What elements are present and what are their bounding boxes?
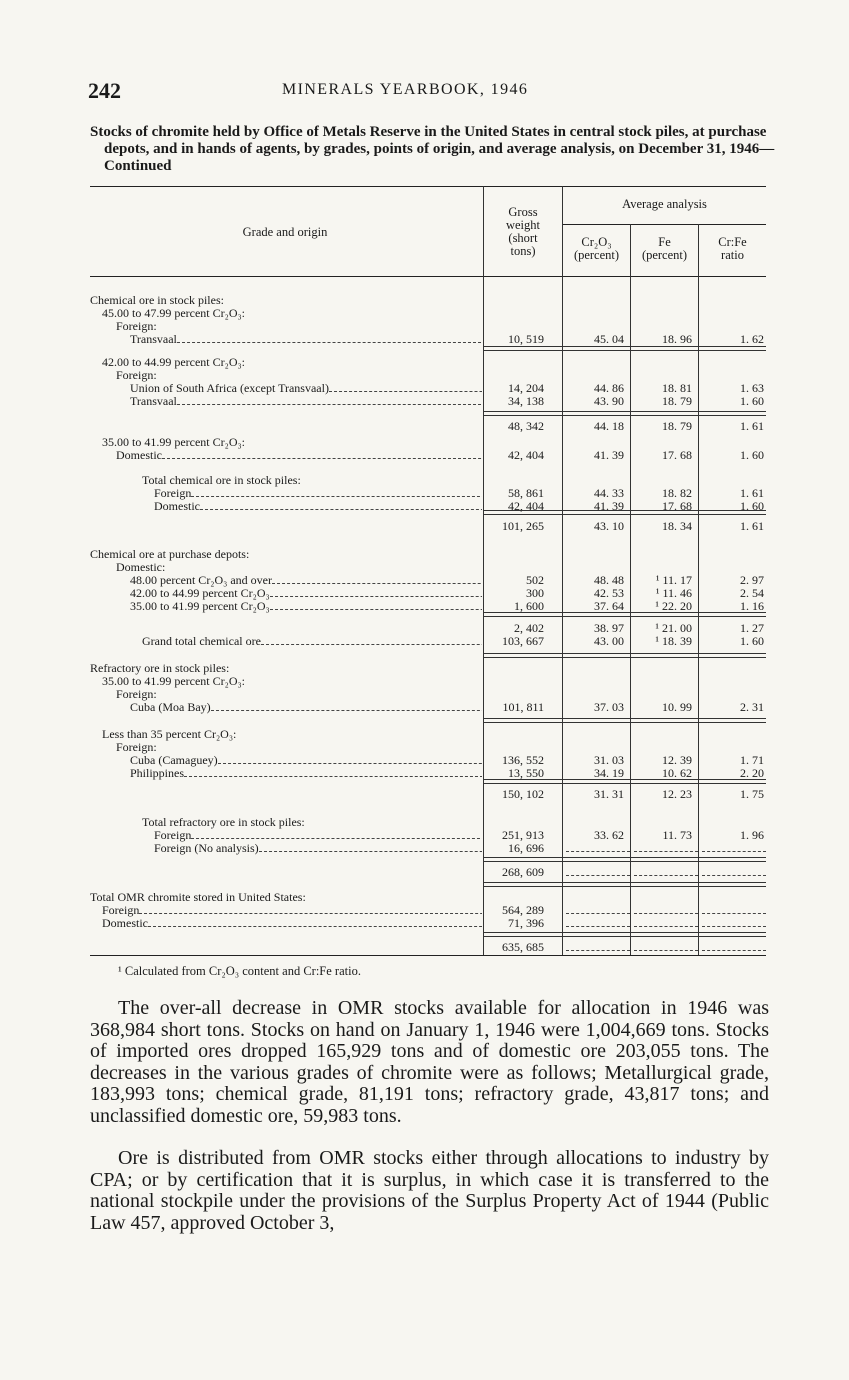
row-label-cell [90, 754, 482, 767]
row-label-cell [90, 500, 482, 513]
row-label: Foreign [154, 487, 192, 500]
ratio-value: 1. 60 [740, 394, 764, 408]
ratio-value: 2. 54 [740, 586, 764, 600]
fe-value: 17. 68 [662, 499, 692, 513]
gross-value: 300 [526, 586, 544, 600]
row-label: Foreign: [116, 369, 157, 382]
row-label-cell [90, 600, 482, 613]
table-row [90, 395, 766, 408]
row-label-cell [90, 294, 482, 307]
header-cr2o3 [563, 236, 630, 262]
row-label: Foreign [154, 829, 192, 842]
ratio-value: 1. 96 [740, 828, 764, 842]
empty-cell [702, 950, 766, 951]
ratio-value: 2. 97 [740, 573, 764, 587]
header-fe-line: Fe [658, 235, 671, 249]
table-row [90, 307, 766, 320]
fe-value: ¹ 11. 17 [655, 573, 692, 587]
cr-value: 44. 18 [594, 419, 624, 433]
table-row [90, 675, 766, 688]
table-row [90, 941, 766, 954]
header-gross-weight [484, 206, 562, 258]
table-top-rule [90, 186, 766, 187]
row-label-cell [90, 395, 482, 408]
cr-value: 41. 39 [594, 448, 624, 462]
row-label: 35.00 to 41.99 percent Cr₂O₃ [130, 600, 270, 613]
gross-value: 136, 552 [502, 753, 544, 767]
subtotal-rule [484, 653, 766, 658]
table-row [90, 891, 766, 904]
gross-value: 2, 402 [514, 621, 544, 635]
row-label-cell [90, 767, 482, 780]
gross-value: 48, 342 [508, 419, 544, 433]
fe-value: ¹ 22. 20 [655, 599, 692, 613]
cr-value: 43. 90 [594, 394, 624, 408]
row-label: 42.00 to 44.99 percent Cr₂O₃: [102, 356, 246, 369]
cr-value: 33. 62 [594, 828, 624, 842]
subtotal-rule [484, 510, 766, 515]
cr-value: 37. 64 [594, 599, 624, 613]
row-label: Chemical ore in stock piles: [90, 294, 224, 307]
row-label-cell [90, 382, 482, 395]
gross-value: 268, 609 [502, 865, 544, 879]
row-label: Transvaal [130, 395, 177, 408]
row-label: 45.00 to 47.99 percent Cr₂O₃: [102, 307, 246, 320]
empty-cell [634, 851, 698, 852]
ratio-value: 1. 61 [740, 419, 764, 433]
row-label-cell [90, 587, 482, 600]
row-label: Domestic [154, 500, 200, 513]
gross-value: 101, 811 [502, 700, 544, 714]
ratio-value: 1. 60 [740, 499, 764, 513]
header-fe [631, 236, 698, 262]
ratio-value: 1. 27 [740, 621, 764, 635]
cr-value: 37. 03 [594, 700, 624, 714]
empty-cell [566, 913, 630, 914]
ratio-value: 1. 60 [740, 634, 764, 648]
table-bottom-rule [90, 955, 766, 956]
table-row [90, 635, 766, 648]
empty-cell [634, 926, 698, 927]
ratio-value: 1. 60 [740, 448, 764, 462]
row-label-cell [90, 741, 482, 754]
table-row [90, 333, 766, 346]
fe-value: 18. 34 [662, 519, 692, 533]
empty-cell [566, 950, 630, 951]
fe-value: ¹ 18. 39 [655, 634, 692, 648]
fe-value: 10. 99 [662, 700, 692, 714]
row-label: Foreign (No analysis) [154, 842, 259, 855]
row-label: 48.00 percent Cr₂O₃ and over [130, 574, 272, 587]
header-grade-origin: Grade and origin [242, 225, 328, 239]
table-row [90, 842, 766, 855]
cr-value: 44. 33 [594, 486, 624, 500]
fe-value: ¹ 11. 46 [655, 586, 692, 600]
gross-value: 1, 600 [514, 599, 544, 613]
row-label: 35.00 to 41.99 percent Cr₂O₃: [102, 436, 246, 449]
gross-value: 502 [526, 573, 544, 587]
average-analysis-rule [562, 224, 766, 225]
gross-value: 58, 861 [508, 486, 544, 500]
header-ratio-line: Cr:Fe [718, 235, 747, 249]
header-bottom-rule [90, 276, 766, 277]
header-gross-line: (short [508, 231, 538, 245]
row-label: 42.00 to 44.99 percent Cr₂O₃ [130, 587, 270, 600]
fe-value: 17. 68 [662, 448, 692, 462]
row-label: Cuba (Camaguey) [130, 754, 218, 767]
cr-value: 42. 53 [594, 586, 624, 600]
gross-value: 34, 138 [508, 394, 544, 408]
table-row [90, 917, 766, 930]
body-paragraph: The over-all decrease in OMR stocks available for allocation in 1946 was 368,984 short tons. Stocks on hand on January 1, 1946 were 1,004,669 tons. Stocks of imported ores dropped 165,929 tons and of domestic ore 203,055 tons. The decreases in the various grades of chromite were as follows; Metallurgical grade, 183,993 tons; chemical grade, 81,191 tons; refractory grade, 43,817 tons; and unclassified domestic ore, 59,983 tons. [90, 997, 769, 1127]
row-label-cell [90, 635, 482, 648]
table-row [90, 788, 766, 801]
ratio-value: 1. 61 [740, 486, 764, 500]
gross-value: 101, 265 [502, 519, 544, 533]
row-label-cell [90, 333, 482, 346]
header-average-analysis: Average analysis [622, 197, 707, 211]
cr-value: 31. 31 [594, 787, 624, 801]
row-label-cell [90, 904, 482, 917]
row-label-cell [90, 307, 482, 320]
page-number: 242 [88, 78, 121, 103]
running-head: MINERALS YEARBOOK, 1946 [282, 81, 529, 98]
empty-cell [702, 926, 766, 927]
row-label-cell [90, 816, 482, 829]
fe-value: 12. 39 [662, 753, 692, 767]
row-label: Refractory ore in stock piles: [90, 662, 230, 675]
gross-value: 10, 519 [508, 332, 544, 346]
row-label-cell [90, 842, 482, 855]
fe-value: 12. 23 [662, 787, 692, 801]
row-label: Grand total chemical ore [142, 635, 261, 648]
table-row [90, 294, 766, 307]
subtotal-rule [484, 718, 766, 723]
row-label: Philippines [130, 767, 185, 780]
ratio-value: 1. 63 [740, 381, 764, 395]
gross-value: 14, 204 [508, 381, 544, 395]
cr-value: 34. 19 [594, 766, 624, 780]
subtotal-rule [484, 932, 766, 937]
row-label-cell [90, 487, 482, 500]
row-label-cell [90, 561, 482, 574]
cr-value: 31. 03 [594, 753, 624, 767]
cr-value: 43. 00 [594, 634, 624, 648]
fe-value: 18. 79 [662, 394, 692, 408]
empty-cell [702, 875, 766, 876]
row-label: Total OMR chromite stored in United States: [90, 891, 306, 904]
fe-value: 18. 96 [662, 332, 692, 346]
table-row [90, 420, 766, 433]
row-label: 35.00 to 41.99 percent Cr₂O₃: [102, 675, 246, 688]
table-row [90, 829, 766, 842]
gross-value: 71, 396 [508, 916, 544, 930]
cr-value: 45. 04 [594, 332, 624, 346]
row-label-cell [90, 701, 482, 714]
fe-value: ¹ 21. 00 [655, 621, 692, 635]
fe-value: 10. 62 [662, 766, 692, 780]
row-label: Foreign: [116, 741, 157, 754]
header-cr2o3-line: Cr₂O₃ [581, 235, 612, 249]
ratio-value: 1. 75 [740, 787, 764, 801]
row-label: Total chemical ore in stock piles: [142, 474, 301, 487]
fe-value: 18. 79 [662, 419, 692, 433]
table-row [90, 449, 766, 462]
row-label-cell [90, 369, 482, 382]
gross-value: 42, 404 [508, 448, 544, 462]
gross-value: 16, 696 [508, 841, 544, 855]
gross-value: 13, 550 [508, 766, 544, 780]
gross-value: 42, 404 [508, 499, 544, 513]
row-label: Domestic [102, 917, 148, 930]
empty-cell [702, 851, 766, 852]
header-gross-line: tons) [510, 244, 536, 258]
ratio-value: 1. 61 [740, 519, 764, 533]
table-row [90, 701, 766, 714]
ratio-value: 1. 16 [740, 599, 764, 613]
empty-cell [566, 875, 630, 876]
gross-value: 564, 289 [502, 903, 544, 917]
row-label: Transvaal [130, 333, 177, 346]
cr-value: 38. 97 [594, 621, 624, 635]
ratio-value: 1. 71 [740, 753, 764, 767]
table-row [90, 548, 766, 561]
header-gross-line: weight [505, 218, 541, 232]
row-label: Union of South Africa (except Transvaal) [130, 382, 329, 395]
table-footnote: ¹ Calculated from Cr₂O₃ content and Cr:Fe ratio. [118, 964, 361, 978]
row-label-cell [90, 436, 482, 449]
fe-value: 18. 81 [662, 381, 692, 395]
row-label-cell [90, 917, 482, 930]
cr-value: 43. 10 [594, 519, 624, 533]
table-caption: Stocks of chromite held by Office of Metals Reserve in the United States in central stock piles, at purchase depots, and in hands of agents, by grades, points of origin, and average analysis, on December 31, 1946—Continued [90, 124, 775, 174]
row-label: Foreign [102, 904, 140, 917]
subtotal-rule [484, 779, 766, 784]
body-paragraph: Ore is distributed from OMR stocks either through allocations to industry by CPA; or by certification that it is surplus, in which case it is transferred to the national stockpile under the provisions of the Surplus Property Act of 1944 (Public Law 457, approved October 3, [90, 1147, 769, 1234]
table-row [90, 520, 766, 533]
gross-value: 150, 102 [502, 787, 544, 801]
empty-cell [566, 851, 630, 852]
header-gross-line: Gross [508, 205, 538, 219]
table-row [90, 728, 766, 741]
empty-cell [634, 875, 698, 876]
row-label: Less than 35 percent Cr₂O₃: [102, 728, 237, 741]
header-cr2o3-line: (percent) [573, 248, 620, 262]
row-label: Cuba (Moa Bay) [130, 701, 211, 714]
row-label: Domestic: [116, 561, 166, 574]
header-fe-line: (percent) [641, 248, 688, 262]
row-label: Foreign: [116, 688, 157, 701]
gross-value: 103, 667 [502, 634, 544, 648]
subtotal-rule [484, 882, 766, 887]
row-label-cell [90, 662, 482, 675]
subtotal-rule [484, 612, 766, 617]
empty-cell [634, 913, 698, 914]
row-label-cell [90, 688, 482, 701]
row-label-cell [90, 728, 482, 741]
row-label: Total refractory ore in stock piles: [142, 816, 305, 829]
ratio-value: 2. 20 [740, 766, 764, 780]
fe-value: 11. 73 [662, 828, 692, 842]
row-label: Foreign: [116, 320, 157, 333]
fe-value: 18. 82 [662, 486, 692, 500]
row-label-cell [90, 829, 482, 842]
subtotal-rule [484, 346, 766, 351]
header-ratio-line: ratio [721, 248, 744, 262]
table-row [90, 904, 766, 917]
ratio-value: 1. 62 [740, 332, 764, 346]
table-row [90, 866, 766, 879]
cr-value: 48. 48 [594, 573, 624, 587]
subtotal-rule [484, 857, 766, 862]
empty-cell [702, 913, 766, 914]
table-row [90, 662, 766, 675]
header-ratio [699, 236, 766, 262]
row-label-cell [90, 474, 482, 487]
row-label: Chemical ore at purchase depots: [90, 548, 250, 561]
row-label: Domestic [116, 449, 162, 462]
table-row [90, 356, 766, 369]
row-label-cell [90, 449, 482, 462]
gross-value: 635, 685 [502, 940, 544, 954]
empty-cell [566, 926, 630, 927]
empty-cell [634, 950, 698, 951]
cr-value: 44. 86 [594, 381, 624, 395]
row-label-cell [90, 356, 482, 369]
row-label-cell [90, 891, 482, 904]
gross-value: 251, 913 [502, 828, 544, 842]
ratio-value: 2. 31 [740, 700, 764, 714]
row-label-cell [90, 320, 482, 333]
subtotal-rule [484, 411, 766, 416]
row-label-cell [90, 548, 482, 561]
row-label-cell [90, 675, 482, 688]
row-label-cell [90, 574, 482, 587]
cr-value: 41. 39 [594, 499, 624, 513]
